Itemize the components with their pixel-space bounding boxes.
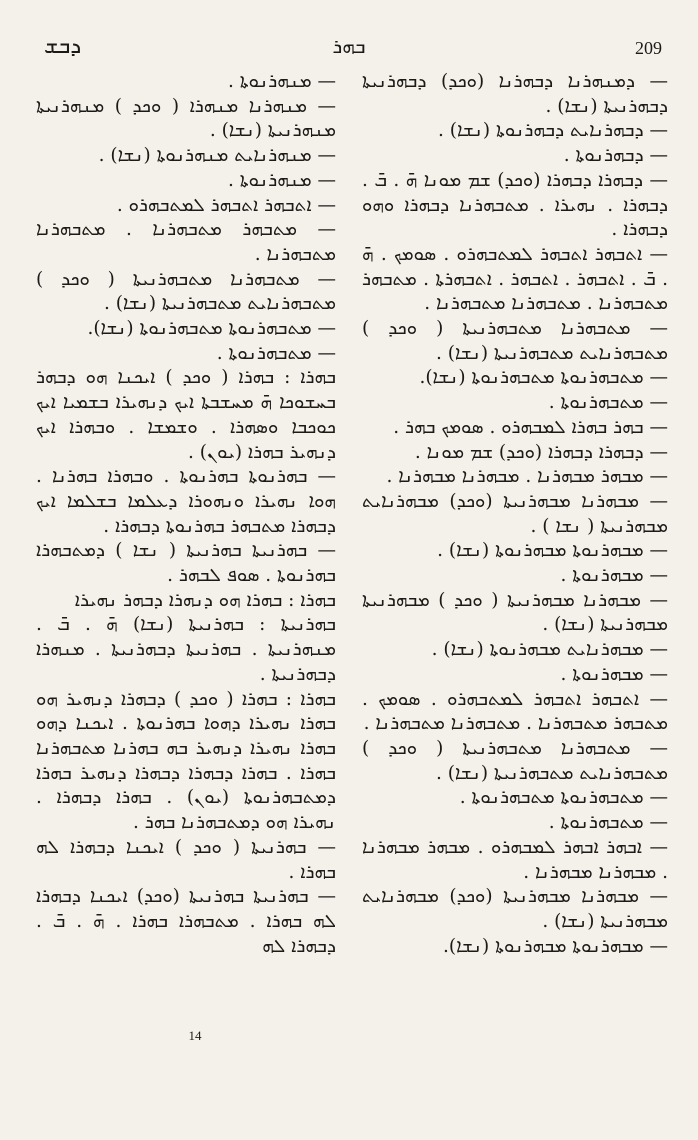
dictionary-entry: — ܡܬܒܗܪܢܘܬܐ . — [548, 392, 668, 414]
dictionary-entry: — ܡܬܒܗܪܢܘܬܐ ܡܬܒܗܪܢܘܬܐ (ܢܫܐ). — [87, 318, 336, 340]
dictionary-entry: — ܒܗܪ ܒܗܪܐ ܠܡܒܗܪܘ . ܣܘܡܟ ܒܗܪ . — [393, 416, 668, 438]
right-column — [362, 70, 668, 959]
dictionary-entry: — ܡܒܗܪܢܘܬܐ . — [560, 663, 668, 685]
dictionary-entry: — ܒܗܪܢܝܬܐ ( ܘܟܕ ) ܐܝܟܢܐ ܕܒܗܪܐ ܠܗ ܒܗܪܐ . — [36, 836, 336, 883]
dictionary-entry: ܒܗܪܐ : ܒܗܪܐ ܗܘ ܕܢܗܪܐ ܕܒܗܪ ܢܗܝܪܐ — [74, 589, 336, 611]
dictionary-entry: — ܐܬܒܗܪ ܐܬܒܗܪ ܠܡܬܒܗܪܘ . ܣܘܡܟ . ܗ̄ . ܒ̄ . ܐܬܒܗܪ . ܐܬܒܗܪ . ܐܬܒܗܪܬܐ . ܡܬܒܗܪ ܡܬܒܗܪܢܐ . ܡܬܒܗܪܢܐ ܡܬܒܗܪܢܐ . — [362, 243, 668, 315]
dictionary-entry: — ܡܢܗܪܢܐܝܬ ܡܢܗܪܢܘܬܐ (ܢܫܐ) . — [98, 145, 336, 167]
dictionary-entry: — ܡܬܒܗܪܢܘܬܐ ܡܬܒܗܪܢܘܬܐ . — [459, 787, 668, 809]
dictionary-entry: — ܕܒܗܪܐ ܕܒܗܪܐ (ܘܟܕ) ܫܡ ܡܘܢܐ . — [414, 441, 668, 463]
dictionary-entry: — ܕܡܢܗܪܢܐ ܕܒܗܪܢܐ (ܘܟܕ) ܕܒܗܪܢܝܬܐ ܕܒܗܪܢܝܬܐ (ܢܫܐ) . — [362, 71, 668, 117]
dictionary-entry: ܒܗܪܐ : ܒܗܪܐ ( ܘܟܕ ) ܐܝܟܢܐ ܗܘ ܕܒܗܪ ܒܚܫܘܟܐ ܗ̄ ܡܚܫܒܬܐ ܐܝܟ ܕܢܗܝܪܐ ܒܫܡܝܐ ܐܝܟ ܟܘܟܒܐ ܘܣܗܪܐ . ܘܫܡܫܐ . ܘܒܗܪܐ ܐܝܟ ܕܢܗܝܪ ܒܗܪܐ (ܝܘܢ) . — [36, 367, 336, 463]
dictionary-entry: — ܡܬܒܗܪܢܐ ܡܬܒܗܪܢܝܬܐ ( ܘܟܕ ) ܡܬܒܗܪܢܐܝܬ ܡܬܒܗܪܢܝܬܐ (ܢܫܐ) . — [36, 268, 336, 315]
dictionary-entry: — ܡܬܒܗܪܢܐ ܡܬܒܗܪܢܝܬܐ ( ܘܟܕ ) ܡܬܒܗܪܢܐܝܬ ܡܬܒܗܪܢܝܬܐ (ܢܫܐ) . — [362, 318, 668, 364]
dictionary-entry: — ܡܒܗܪܢܐܝܬ ܡܒܗܪܢܘܬܐ (ܢܫܐ) . — [431, 639, 668, 661]
left-column — [36, 70, 336, 959]
dictionary-entry: — ܒܗܪܢܝܬܐ ܒܗܪܢܝܬܐ (ܘܟܕ) ܐܝܟܢܐ ܕܒܗܪܐ ܠܗ ܒܗܪܐ . ܡܬܒܗܪܐ ܒܗܪܐ . ܗ̄ . ܒ̄ . ܕܒܗܪܐ ܠܗ — [36, 886, 336, 957]
dictionary-entry: — ܕܒܗܪܢܘܬܐ . — [563, 145, 668, 167]
dictionary-entry: — ܡܒܗܪܢܘܬܐ ܡܒܗܪܢܘܬܐ (ܢܫܐ) . — [437, 540, 668, 562]
dictionary-entry: — ܕܒܗܪܐ ܕܒܗܪܐ (ܘܟܕ) ܫܡ ܡܘܢܐ ܗ̄ . ܒ̄ . ܕܒܗܪܐ . ܢܗܝܪܐ . ܡܬܒܗܪܢܐ ܕܒܗܪܐ ܘܗܘ ܕܒܗܪܐ . — [362, 169, 668, 241]
dictionary-entry: — ܡܒܗܪܢܘܬܐ ܡܒܗܪܢܘܬܐ (ܢܫܐ). — [443, 935, 668, 957]
dictionary-entry: — ܡܬܒܗܪܢܘܬܐ . — [548, 812, 668, 834]
dictionary-entry: ܒܗܪܐ : ܒܗܪܐ ( ܘܟܕ ) ܕܒܗܪܐ ܕܢܗܝܪ ܗܘ ܒܗܪܐ ܢܗܝܪܐ ܕܗܘܐ ܒܗܪܢܘܬܐ . ܐܝܟܢܐ ܕܗܘ ܒܗܪܐ ܢܗܝܪܐ ܕܢܗܝܪ ܒܗ ܒܗܪܢܐ ܡܬܒܗܪܢܐ ܒܗܪܐ . ܒܗܪܐ ܕܒܗܪܐ ܕܒܗܪܐ ܕܢܗܝܪ ܒܗܪܐ ܕܡܬܒܗܪܢܘܬܐ (ܝܘܢ) . ܒܗܪܐ ܕܒܗܪܐ . ܢܗܝܪܐ ܗܘ ܕܡܬܒܗܪܢܐ ܒܗܪ . — [36, 688, 336, 834]
header-left-catchword: ܕܒܫ — [44, 34, 82, 59]
folio-signature: 14 — [188, 1028, 202, 1043]
dictionary-entry: — ܐܬܒܗܪ ܐܬܒܗܪ ܠܡܬܒܗܪܘ . — [116, 194, 336, 216]
dictionary-entry: — ܐܒܗܪ ܐܒܗܪ ܠܡܒܗܪܘ . ܡܒܗܪ ܡܒܗܪܢܐ . ܡܒܗܪܢܐ ܡܒܗܪܢܐ . — [362, 836, 668, 883]
dictionary-entry: — ܡܒܗܪܢܘܬܐ . — [560, 565, 668, 587]
dictionary-entry: — ܡܒܗܪܢܐ ܡܒܗܪܢܝܬܐ ( ܘܟܕ ) ܡܒܗܪܢܝܬܐ ܡܒܗܪܢܝܬܐ (ܢܫܐ) . — [362, 589, 668, 636]
running-header — [0, 28, 698, 68]
dictionary-entry: — ܡܒܗܪܢܐ ܡܒܗܪܢܝܬܐ (ܘܟܕ) ܡܒܗܪܢܐܝܬ ܡܒܗܪܢܝܬܐ (ܢܫܐ) . — [362, 886, 668, 932]
dictionary-entry: — ܡܢܗܪܢܘܬܐ . — [228, 71, 336, 92]
dictionary-entry: — ܒܗܪܢܝܬܐ ܒܗܪܢܝܬܐ ( ܢܫܐ ) ܕܡܬܒܗܪܐ ܒܗܪܢܘܬܐ . ܣܘܦ ܠܒܗܪ . — [36, 540, 336, 587]
dictionary-entry: — ܡܬܒܗܪܢܐ ܡܬܒܗܪܢܝܬܐ ( ܘܟܕ ) ܡܬܒܗܪܢܐܝܬ ܡܬܒܗܪܢܝܬܐ (ܢܫܐ) . — [362, 737, 668, 784]
dictionary-entry: — ܡܢܗܪܢܐ ܡܢܗܪܐ ( ܘܟܕ ) ܡܢܗܪܢܝܬܐ ܡܢܗܪܢܝܬܐ (ܢܫܐ) . — [36, 95, 336, 142]
header-center-headword: ܒܗܪ — [332, 34, 366, 58]
dictionary-entry: — ܡܬܒܗܪܢܘܬܐ . — [216, 342, 336, 364]
dictionary-entry: ܒܗܪܢܝܬܐ : ܒܗܪܢܝܬܐ (ܢܫܐ) ܗ̄ . ܒ̄ . ܡܢܗܪܢܝܬܐ . ܒܗܪܢܝܬܐ ܕܒܗܪܢܝܬܐ . ܡܢܗܪܐ ܕܒܗܪܢܝܬܐ . — [36, 614, 336, 685]
dictionary-entry: — ܡܒܗܪ ܡܒܗܪܢܐ . ܡܒܗܪܢܐ ܡܒܗܪܢܐ . — [386, 466, 668, 488]
dictionary-entry: — ܡܬܒܗܪܢܘܬܐ ܡܬܒܗܪܢܘܬܐ (ܢܫܐ). — [419, 367, 668, 389]
dictionary-entry: — ܡܒܗܪܢܐ ܡܒܗܪܢܝܬܐ (ܘܟܕ) ܡܒܗܪܢܐܝܬ ܡܒܗܪܢܝܬܐ ( ܢܫܐ ) . — [362, 490, 668, 537]
page-number: 209 — [635, 38, 662, 58]
dictionary-entry: — ܡܢܗܪܢܘܬܐ . — [228, 169, 336, 191]
dictionary-entry: — ܐܬܒܗܪ ܐܬܒܗܪ ܠܡܬܒܗܪܘ . ܣܘܡܟ . ܡܬܒܗܪ ܡܬܒܗܪܢܐ . ܡܬܒܗܪܢܐ ܡܬܒܗܪܢܐ . — [362, 688, 668, 735]
dictionary-entry: — ܒܗܪܢܘܬܐ ܒܗܪܢܘܬܐ . ܘܒܗܪܐ ܒܗܪܢܐ . ܗܘܐ ܢܗܝܪܐ ܘܢܗܘܪܐ ܕܥܠܡܐ ܒܫܠܡܐ ܐܝܟ ܕܒܗܪܐ ܡܬܒܗܪ ܒܗܪܢܘܬܐ ܕܒܗܪܐ . — [36, 466, 336, 537]
dictionary-entry: — ܕܒܗܪܢܐܝܬ ܕܒܗܪܢܘܬܐ (ܢܫܐ) . — [438, 120, 668, 142]
dictionary-entry: — ܡܬܒܗܪ ܡܬܒܗܪܢܐ . ܡܬܒܗܪܢܐ ܡܬܒܗܪܢܐ . — [36, 219, 336, 265]
